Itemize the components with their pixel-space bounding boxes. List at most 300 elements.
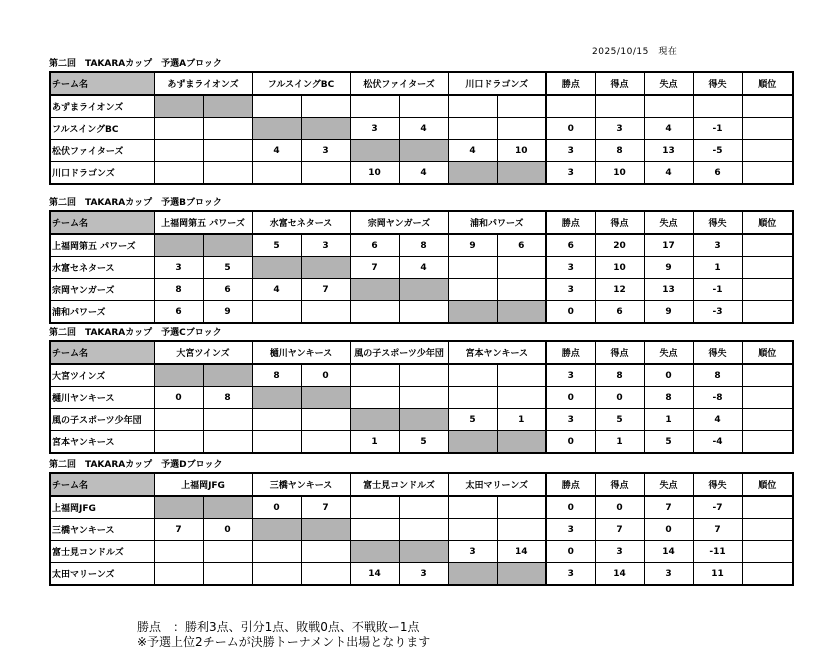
score-for: 10 bbox=[350, 162, 399, 185]
stat-cell: 12 bbox=[595, 279, 644, 301]
stat-cell: 4 bbox=[644, 118, 693, 140]
score-against bbox=[399, 279, 448, 301]
score-for bbox=[252, 409, 301, 431]
stat-cell bbox=[742, 257, 793, 279]
score-for bbox=[252, 301, 301, 324]
table-row bbox=[50, 519, 793, 541]
stat-cell: 0 bbox=[546, 301, 595, 324]
stat-header: 順位 bbox=[742, 72, 793, 95]
score-against bbox=[497, 519, 546, 541]
score-against bbox=[203, 541, 252, 563]
stat-cell: 3 bbox=[644, 563, 693, 586]
score-against bbox=[497, 95, 546, 118]
score-for: 5 bbox=[448, 409, 497, 431]
stat-header: 勝点 bbox=[546, 341, 595, 364]
score-against bbox=[399, 364, 448, 387]
header-row bbox=[50, 211, 793, 234]
opponent-header: 樋川ヤンキース bbox=[252, 341, 350, 364]
team-name-header: チーム名 bbox=[50, 341, 154, 364]
points-rule-note: 勝点 ：勝利3点、引分1点、敗戦0点、不戦敗ー1点 bbox=[137, 620, 420, 634]
score-for: 8 bbox=[252, 364, 301, 387]
team-name: 風の子スポーツ少年団 bbox=[50, 409, 154, 431]
stat-cell bbox=[742, 140, 793, 162]
stat-cell bbox=[742, 563, 793, 586]
table-row bbox=[50, 364, 793, 387]
stat-cell bbox=[595, 95, 644, 118]
score-for bbox=[154, 409, 203, 431]
opponent-header: 水富セネタース bbox=[252, 211, 350, 234]
stat-cell: 3 bbox=[546, 140, 595, 162]
stat-cell: 7 bbox=[693, 519, 742, 541]
score-for bbox=[448, 563, 497, 586]
stat-cell bbox=[742, 95, 793, 118]
team-name: 水富セネタース bbox=[50, 257, 154, 279]
score-against: 7 bbox=[301, 279, 350, 301]
score-against bbox=[497, 563, 546, 586]
table-row bbox=[50, 118, 793, 140]
stat-cell: 13 bbox=[644, 140, 693, 162]
table-row bbox=[50, 409, 793, 431]
stat-header: 得失 bbox=[693, 72, 742, 95]
opponent-header: 浦和パワーズ bbox=[448, 211, 546, 234]
score-for: 0 bbox=[252, 496, 301, 519]
stat-header: 失点 bbox=[644, 211, 693, 234]
block-title: 第二回 TAKARAカップ 予選Cブロック bbox=[49, 328, 222, 338]
score-against bbox=[301, 409, 350, 431]
team-name-header: チーム名 bbox=[50, 72, 154, 95]
stat-cell bbox=[644, 95, 693, 118]
stat-cell bbox=[742, 496, 793, 519]
score-for bbox=[448, 496, 497, 519]
opponent-header: 宗岡ヤンガーズ bbox=[350, 211, 448, 234]
stat-cell bbox=[742, 234, 793, 257]
score-against: 3 bbox=[399, 563, 448, 586]
stat-cell: -8 bbox=[693, 387, 742, 409]
score-for bbox=[154, 162, 203, 185]
team-name: 上福岡JFG bbox=[50, 496, 154, 519]
qualification-note: ※予選上位2チームが決勝トーナメント出場となります bbox=[137, 635, 431, 649]
stat-cell: 3 bbox=[546, 563, 595, 586]
score-for bbox=[154, 541, 203, 563]
score-against bbox=[203, 140, 252, 162]
score-for bbox=[252, 162, 301, 185]
header-row bbox=[50, 473, 793, 496]
stat-header: 得点 bbox=[595, 341, 644, 364]
table-row bbox=[50, 387, 793, 409]
table-row bbox=[50, 234, 793, 257]
stat-cell: 0 bbox=[644, 364, 693, 387]
stat-header: 失点 bbox=[644, 341, 693, 364]
team-name-header: チーム名 bbox=[50, 211, 154, 234]
score-for bbox=[350, 541, 399, 563]
score-for bbox=[252, 563, 301, 586]
score-against bbox=[399, 140, 448, 162]
stat-cell: -4 bbox=[693, 431, 742, 454]
score-for bbox=[154, 118, 203, 140]
score-against bbox=[497, 364, 546, 387]
score-against bbox=[203, 95, 252, 118]
score-against: 1 bbox=[497, 409, 546, 431]
score-against: 9 bbox=[203, 301, 252, 324]
stat-cell: 4 bbox=[644, 162, 693, 185]
score-against: 5 bbox=[399, 431, 448, 454]
standings-table bbox=[49, 71, 794, 185]
stat-cell: 6 bbox=[595, 301, 644, 324]
stat-cell: 8 bbox=[644, 387, 693, 409]
stat-cell bbox=[742, 387, 793, 409]
stat-cell: 0 bbox=[595, 496, 644, 519]
score-against: 3 bbox=[301, 140, 350, 162]
score-against bbox=[203, 431, 252, 454]
opponent-header: 太田マリーンズ bbox=[448, 473, 546, 496]
stat-cell: 3 bbox=[546, 409, 595, 431]
score-for bbox=[350, 95, 399, 118]
score-for: 0 bbox=[154, 387, 203, 409]
score-against bbox=[301, 118, 350, 140]
stat-cell: 9 bbox=[644, 301, 693, 324]
stat-cell bbox=[742, 541, 793, 563]
stat-cell: 17 bbox=[644, 234, 693, 257]
score-for bbox=[154, 496, 203, 519]
team-name: 大宮ツインズ bbox=[50, 364, 154, 387]
stat-cell: -1 bbox=[693, 118, 742, 140]
score-for bbox=[350, 364, 399, 387]
block-c bbox=[49, 326, 791, 454]
score-for bbox=[154, 234, 203, 257]
score-against bbox=[301, 563, 350, 586]
score-against: 0 bbox=[301, 364, 350, 387]
stat-cell: 3 bbox=[546, 257, 595, 279]
stat-cell bbox=[742, 118, 793, 140]
stat-cell: 3 bbox=[546, 162, 595, 185]
stat-cell: -5 bbox=[693, 140, 742, 162]
score-for: 4 bbox=[252, 140, 301, 162]
table-row bbox=[50, 95, 793, 118]
score-against bbox=[301, 541, 350, 563]
score-for bbox=[448, 364, 497, 387]
team-name: 浦和パワーズ bbox=[50, 301, 154, 324]
score-against bbox=[497, 301, 546, 324]
opponent-header: 川口ドラゴンズ bbox=[448, 72, 546, 95]
opponent-header: 上福岡JFG bbox=[154, 473, 252, 496]
score-for: 3 bbox=[448, 541, 497, 563]
stat-cell bbox=[742, 301, 793, 324]
score-for: 4 bbox=[252, 279, 301, 301]
score-for: 7 bbox=[350, 257, 399, 279]
score-against: 7 bbox=[301, 496, 350, 519]
stat-cell: 0 bbox=[546, 496, 595, 519]
stat-cell: 14 bbox=[595, 563, 644, 586]
score-for bbox=[350, 496, 399, 519]
stat-header: 順位 bbox=[742, 473, 793, 496]
score-against bbox=[497, 431, 546, 454]
score-against bbox=[203, 162, 252, 185]
table-row bbox=[50, 496, 793, 519]
stat-cell bbox=[742, 279, 793, 301]
opponent-header: 宮本ヤンキース bbox=[448, 341, 546, 364]
score-against: 8 bbox=[203, 387, 252, 409]
stat-cell: 10 bbox=[595, 257, 644, 279]
score-for bbox=[154, 364, 203, 387]
table-row bbox=[50, 301, 793, 324]
score-for: 6 bbox=[154, 301, 203, 324]
opponent-header: 上福岡第五 パワーズ bbox=[154, 211, 252, 234]
score-against: 0 bbox=[203, 519, 252, 541]
stat-cell: -3 bbox=[693, 301, 742, 324]
stat-cell: 3 bbox=[546, 519, 595, 541]
opponent-header: 富士見コンドルズ bbox=[350, 473, 448, 496]
score-for bbox=[252, 519, 301, 541]
stat-cell: 14 bbox=[644, 541, 693, 563]
score-against bbox=[301, 301, 350, 324]
stat-cell: 10 bbox=[595, 162, 644, 185]
stat-cell: 8 bbox=[595, 140, 644, 162]
score-against bbox=[497, 496, 546, 519]
stat-header: 失点 bbox=[644, 473, 693, 496]
stat-cell: 11 bbox=[693, 563, 742, 586]
score-for bbox=[252, 431, 301, 454]
stat-cell: -7 bbox=[693, 496, 742, 519]
score-against bbox=[301, 519, 350, 541]
score-for bbox=[154, 140, 203, 162]
stat-cell bbox=[693, 95, 742, 118]
table-row bbox=[50, 431, 793, 454]
table-row bbox=[50, 563, 793, 586]
table-row bbox=[50, 541, 793, 563]
team-name: 三橋ヤンキース bbox=[50, 519, 154, 541]
score-against bbox=[497, 118, 546, 140]
team-name: 松伏ファイターズ bbox=[50, 140, 154, 162]
stat-cell: 0 bbox=[546, 387, 595, 409]
score-against bbox=[203, 234, 252, 257]
stat-cell: 3 bbox=[546, 279, 595, 301]
score-for: 3 bbox=[350, 118, 399, 140]
score-against bbox=[399, 541, 448, 563]
score-against bbox=[203, 118, 252, 140]
score-against: 3 bbox=[301, 234, 350, 257]
team-name: 上福岡第五 パワーズ bbox=[50, 234, 154, 257]
stat-cell: 3 bbox=[546, 364, 595, 387]
table-row bbox=[50, 162, 793, 185]
stat-cell: 5 bbox=[595, 409, 644, 431]
stat-cell: 6 bbox=[546, 234, 595, 257]
block-a bbox=[49, 57, 791, 185]
score-for bbox=[448, 519, 497, 541]
score-against: 10 bbox=[497, 140, 546, 162]
stat-cell: 5 bbox=[644, 431, 693, 454]
score-against: 4 bbox=[399, 118, 448, 140]
score-for bbox=[350, 519, 399, 541]
score-for bbox=[252, 118, 301, 140]
stat-header: 勝点 bbox=[546, 473, 595, 496]
stat-header: 得失 bbox=[693, 341, 742, 364]
stat-cell bbox=[742, 409, 793, 431]
score-for bbox=[154, 563, 203, 586]
score-for bbox=[448, 387, 497, 409]
team-name: 宮本ヤンキース bbox=[50, 431, 154, 454]
score-for: 14 bbox=[350, 563, 399, 586]
team-name: 太田マリーンズ bbox=[50, 563, 154, 586]
as-of-date: 2025/10/15 現在 bbox=[592, 47, 678, 57]
score-for bbox=[350, 387, 399, 409]
stat-cell bbox=[742, 364, 793, 387]
score-for bbox=[448, 95, 497, 118]
block-title: 第二回 TAKARAカップ 予選Aブロック bbox=[49, 59, 222, 69]
table-row bbox=[50, 257, 793, 279]
stat-cell: 9 bbox=[644, 257, 693, 279]
score-against: 4 bbox=[399, 257, 448, 279]
block-b bbox=[49, 196, 791, 324]
stat-cell: 3 bbox=[595, 118, 644, 140]
score-against bbox=[301, 431, 350, 454]
header-row bbox=[50, 72, 793, 95]
score-against bbox=[497, 279, 546, 301]
score-for: 6 bbox=[350, 234, 399, 257]
score-against bbox=[203, 496, 252, 519]
standings-table bbox=[49, 472, 794, 586]
stat-cell: -1 bbox=[693, 279, 742, 301]
rules-notes bbox=[137, 620, 430, 650]
score-against bbox=[301, 387, 350, 409]
stat-cell bbox=[546, 95, 595, 118]
score-for bbox=[448, 301, 497, 324]
team-name: 宗岡ヤンガーズ bbox=[50, 279, 154, 301]
stat-header: 失点 bbox=[644, 72, 693, 95]
team-name: フルスイングBC bbox=[50, 118, 154, 140]
score-against bbox=[203, 409, 252, 431]
score-for: 1 bbox=[350, 431, 399, 454]
score-against bbox=[399, 387, 448, 409]
stat-cell: -11 bbox=[693, 541, 742, 563]
team-name: 富士見コンドルズ bbox=[50, 541, 154, 563]
stat-header: 順位 bbox=[742, 341, 793, 364]
stat-header: 得失 bbox=[693, 211, 742, 234]
team-name-header: チーム名 bbox=[50, 473, 154, 496]
stat-header: 得点 bbox=[595, 473, 644, 496]
score-for: 3 bbox=[154, 257, 203, 279]
stat-cell: 7 bbox=[644, 496, 693, 519]
score-for bbox=[154, 95, 203, 118]
team-name: あずまライオンズ bbox=[50, 95, 154, 118]
score-for bbox=[448, 279, 497, 301]
score-for bbox=[448, 118, 497, 140]
score-for bbox=[350, 409, 399, 431]
opponent-header: 松伏ファイターズ bbox=[350, 72, 448, 95]
score-against bbox=[497, 162, 546, 185]
block-title: 第二回 TAKARAカップ 予選Dブロック bbox=[49, 460, 223, 470]
stat-header: 得失 bbox=[693, 473, 742, 496]
score-against: 6 bbox=[203, 279, 252, 301]
team-name: 樋川ヤンキース bbox=[50, 387, 154, 409]
stat-cell: 8 bbox=[693, 364, 742, 387]
stat-cell: 1 bbox=[693, 257, 742, 279]
stat-cell: 0 bbox=[595, 387, 644, 409]
stat-cell: 0 bbox=[546, 431, 595, 454]
score-for bbox=[448, 162, 497, 185]
opponent-header: 三橋ヤンキース bbox=[252, 473, 350, 496]
stat-cell: 6 bbox=[693, 162, 742, 185]
score-for: 7 bbox=[154, 519, 203, 541]
score-for: 5 bbox=[252, 234, 301, 257]
block-title: 第二回 TAKARAカップ 予選Bブロック bbox=[49, 198, 222, 208]
stat-header: 勝点 bbox=[546, 211, 595, 234]
score-against: 6 bbox=[497, 234, 546, 257]
opponent-header: あずまライオンズ bbox=[154, 72, 252, 95]
score-against: 4 bbox=[399, 162, 448, 185]
stat-cell: 1 bbox=[644, 409, 693, 431]
opponent-header: フルスイングBC bbox=[252, 72, 350, 95]
score-for bbox=[350, 140, 399, 162]
stat-cell: 4 bbox=[693, 409, 742, 431]
stat-cell: 3 bbox=[595, 541, 644, 563]
score-against bbox=[301, 257, 350, 279]
score-against: 14 bbox=[497, 541, 546, 563]
score-against: 8 bbox=[399, 234, 448, 257]
opponent-header: 風の子スポーツ少年団 bbox=[350, 341, 448, 364]
score-for bbox=[154, 431, 203, 454]
stat-cell: 0 bbox=[644, 519, 693, 541]
score-for: 8 bbox=[154, 279, 203, 301]
score-against bbox=[399, 409, 448, 431]
stat-cell: 13 bbox=[644, 279, 693, 301]
score-against: 5 bbox=[203, 257, 252, 279]
stat-cell bbox=[742, 519, 793, 541]
score-against bbox=[399, 301, 448, 324]
stat-cell bbox=[742, 431, 793, 454]
score-for bbox=[350, 301, 399, 324]
stat-cell bbox=[742, 162, 793, 185]
score-against bbox=[399, 95, 448, 118]
stat-header: 順位 bbox=[742, 211, 793, 234]
score-for bbox=[252, 541, 301, 563]
score-for: 4 bbox=[448, 140, 497, 162]
stat-cell: 0 bbox=[546, 118, 595, 140]
team-name: 川口ドラゴンズ bbox=[50, 162, 154, 185]
stat-cell: 7 bbox=[595, 519, 644, 541]
score-against bbox=[497, 387, 546, 409]
stat-header: 得点 bbox=[595, 72, 644, 95]
stat-cell: 0 bbox=[546, 541, 595, 563]
standings-table bbox=[49, 340, 794, 454]
table-row bbox=[50, 279, 793, 301]
score-against bbox=[203, 364, 252, 387]
score-against bbox=[203, 563, 252, 586]
stat-cell: 1 bbox=[595, 431, 644, 454]
score-for bbox=[448, 257, 497, 279]
score-for bbox=[350, 279, 399, 301]
opponent-header: 大宮ツインズ bbox=[154, 341, 252, 364]
score-for bbox=[252, 387, 301, 409]
score-for bbox=[252, 257, 301, 279]
score-against bbox=[301, 162, 350, 185]
score-against bbox=[399, 496, 448, 519]
score-against bbox=[301, 95, 350, 118]
table-row bbox=[50, 140, 793, 162]
stat-header: 得点 bbox=[595, 211, 644, 234]
block-d bbox=[49, 458, 791, 586]
stat-cell: 8 bbox=[595, 364, 644, 387]
stat-cell: 20 bbox=[595, 234, 644, 257]
stat-header: 勝点 bbox=[546, 72, 595, 95]
score-for bbox=[448, 431, 497, 454]
header-row bbox=[50, 341, 793, 364]
score-for: 9 bbox=[448, 234, 497, 257]
score-against bbox=[497, 257, 546, 279]
standings-table bbox=[49, 210, 794, 324]
stat-cell: 3 bbox=[693, 234, 742, 257]
score-for bbox=[252, 95, 301, 118]
score-against bbox=[399, 519, 448, 541]
